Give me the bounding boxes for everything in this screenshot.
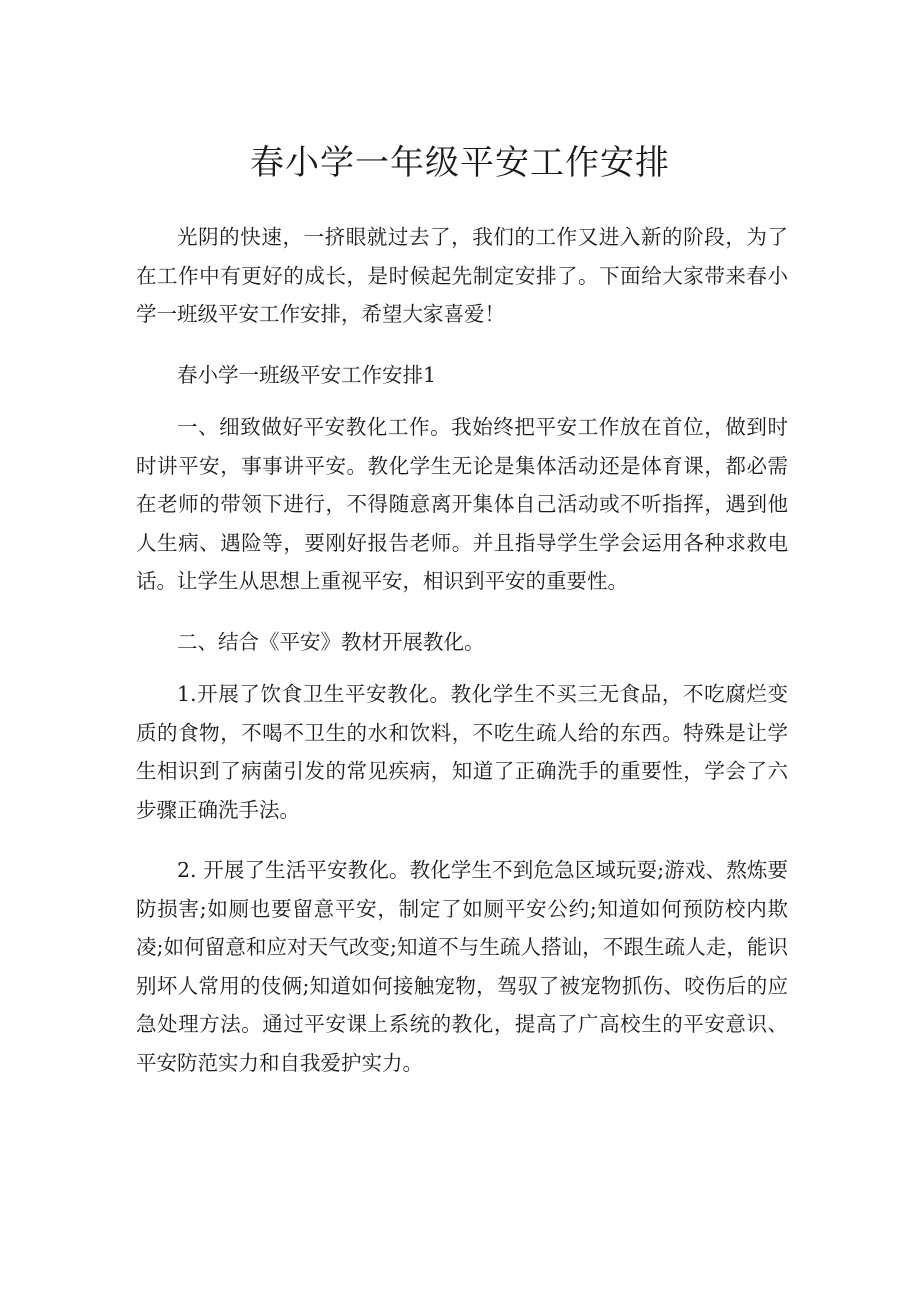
intro-paragraph: 光阴的快速，一挤眼就过去了，我们的工作又进入新的阶段，为了在工作中有更好的成长，是时候起先制定安排了。下面给大家带来春小学一班级平安工作安排，希望大家喜爱！ [136, 225, 788, 326]
food-safety-paragraph: 1.开展了饮食卫生平安教化。教化学生不买三无食品，不吃腐烂变质的食物，不喝不卫生的水和饮料，不吃生疏人给的东西。特殊是让学生相识到了病菌引发的常见疾病，知道了正确洗手的重要性，学会了六步骤正确洗手法。 [136, 682, 788, 822]
section-heading: 春小学一班级平安工作安排1 [177, 362, 437, 387]
document-body [136, 218, 788, 1104]
document-title: 春小学一年级平安工作安排 [250, 143, 670, 183]
life-safety-paragraph: 2. 开展了生活平安教化。教化学生不到危急区域玩耍;游戏、熬炼要防损害;如厕也要留意平安，制定了如厕平安公约;知道如何预防校内欺凌;如何留意和应对天气改变;知道不与生疏人搭讪，不跟生疏人走，能识别坏人常用的伎俩;知道如何接触宠物，驾驭了被宠物抓伤、咬伤后的应急处理方法。通过平安课上系统的教化，提高了广高校生的平安意识、平安防范实力和自我爱护实力。 [136, 858, 788, 1075]
safety-education-paragraph: 一、细致做好平安教化工作。我始终把平安工作放在首位，做到时时讲平安，事事讲平安。教化学生无论是集体活动还是体育课，都必需在老师的带领下进行，不得随意离开集体自己活动或不听指挥，遇到他人生病、遇险等，要刚好报告老师。并且指导学生学会运用各种求救电话。让学生从思想上重视平安，相识到平安的重要性。 [136, 415, 788, 593]
textbook-heading: 二、结合《平安》教材开展教化。 [177, 629, 485, 654]
